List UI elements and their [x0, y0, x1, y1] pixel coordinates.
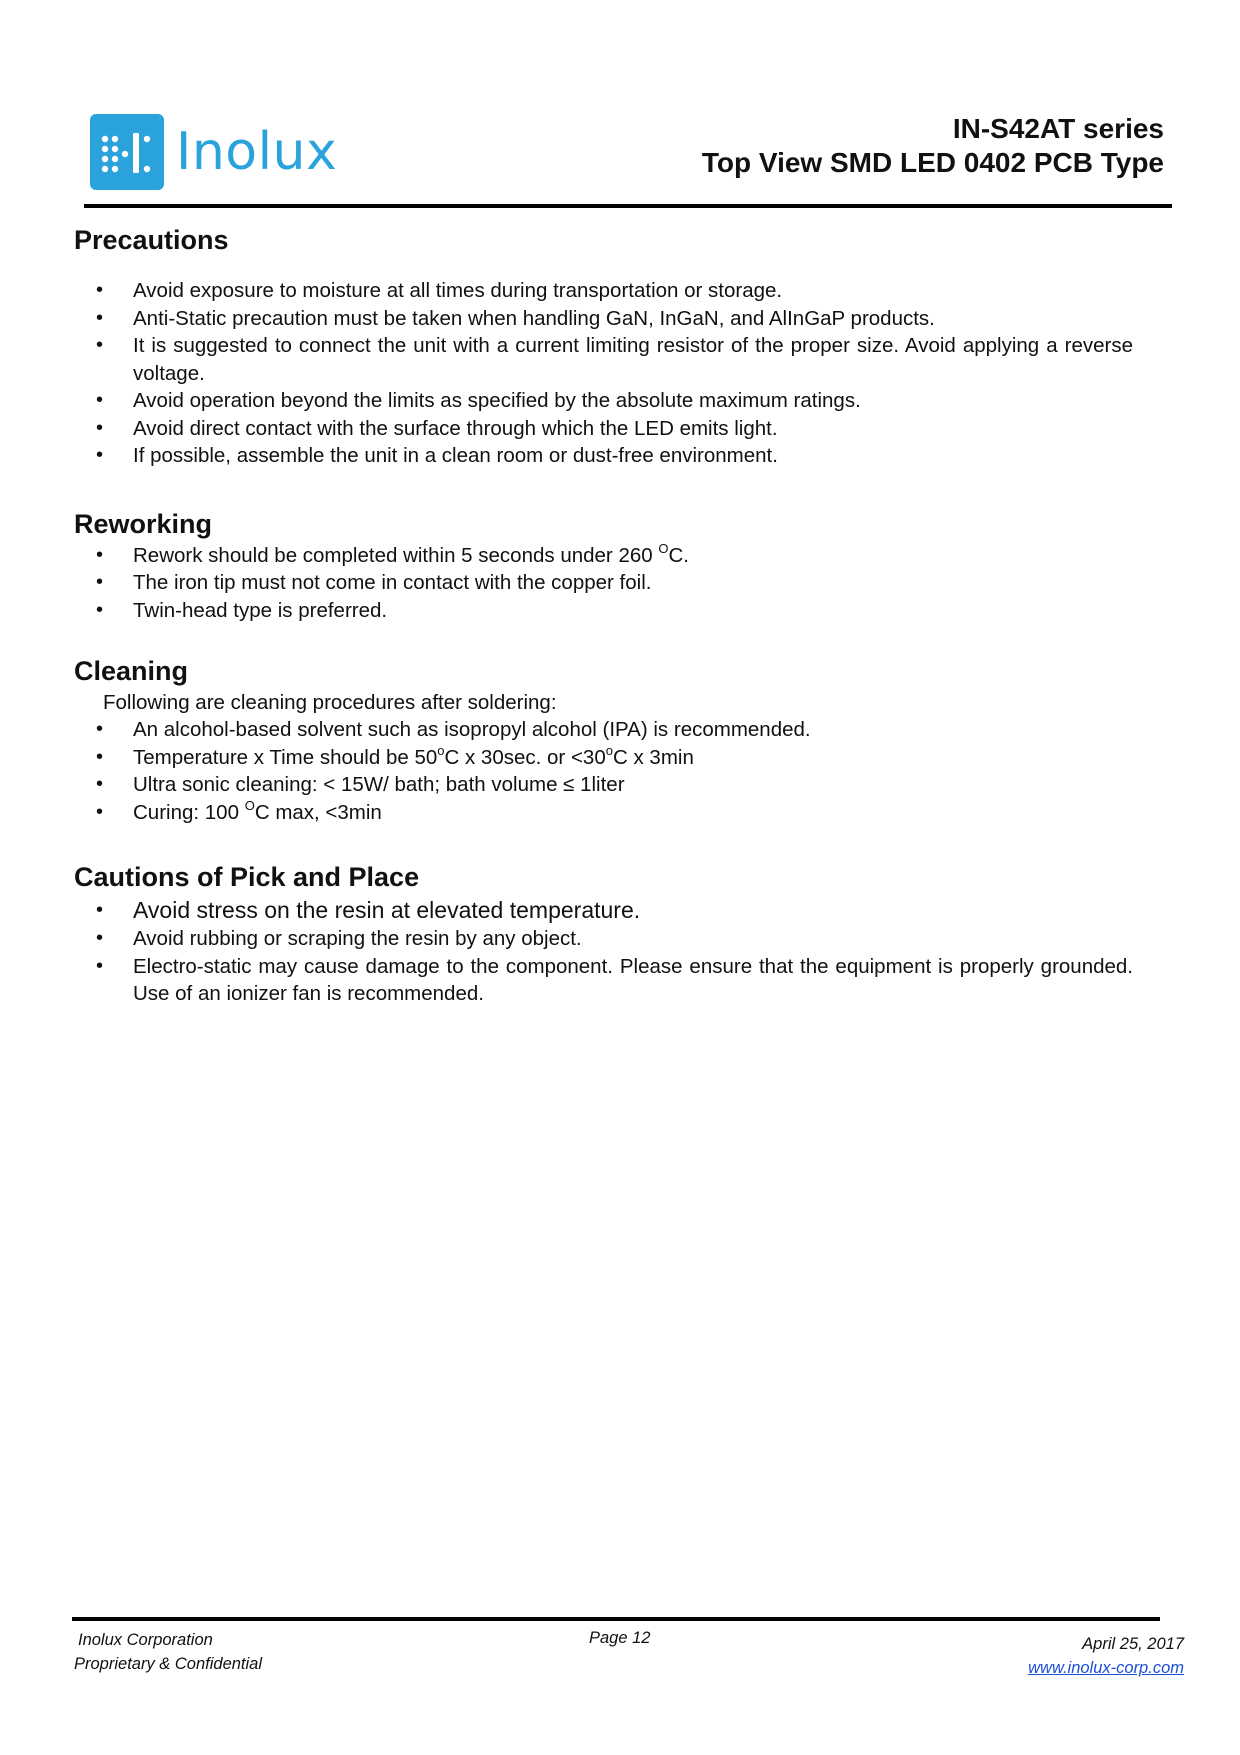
- document-title: [702, 112, 1164, 180]
- reworking-list: [74, 542, 1174, 625]
- list-item: • If possible, assemble the unit in a clean room or dust-free environment.: [74, 442, 1133, 470]
- list-item: • Avoid direct contact with the surface through which the LED emits light.: [74, 415, 1133, 443]
- footer-date: April 25, 2017: [1082, 1635, 1184, 1653]
- list-item: • Anti-Static precaution must be taken when handling GaN, InGaN, and AlInGaP products.: [74, 305, 1133, 333]
- list-item: • Twin-head type is preferred.: [74, 597, 1133, 625]
- footer-company: Inolux Corporation: [78, 1631, 213, 1649]
- list-item: • Avoid rubbing or scraping the resin by any object.: [74, 925, 1133, 953]
- list-item: • The iron tip must not come in contact with the copper foil.: [74, 569, 1133, 597]
- list-item: • Curing: 100 $^O$C max, <3min: [74, 799, 1133, 827]
- website-link[interactable]: www.inolux-corp.com: [1028, 1659, 1184, 1677]
- list-item: • Avoid operation beyond the limits as specified by the absolute maximum ratings.: [74, 387, 1133, 415]
- footer-confidential: Proprietary & Confidential: [74, 1655, 263, 1673]
- footer-divider: [72, 1617, 1160, 1621]
- page-number: Page 12: [589, 1629, 651, 1647]
- precautions-heading: Precautions: [74, 225, 229, 255]
- list-item: • Temperature x Time should be 50$^o$C x 30sec. or $<30^oC$ x 3min: [74, 744, 1133, 772]
- list-item: • An alcohol-based solvent such as isopropyl alcohol (IPA) is recommended.: [74, 716, 1133, 744]
- footer-left: [74, 1628, 262, 1676]
- list-item: • It is suggested to connect the unit with a current limiting resistor of the proper size. Avoid applying a reverse voltage.: [74, 332, 1133, 387]
- logo-wordmark: Inolux: [176, 122, 338, 182]
- list-item: • Avoid stress on the resin at elevated temperature.: [74, 895, 1133, 925]
- cleaning-list: [74, 716, 1174, 826]
- footer-right: [1028, 1632, 1184, 1680]
- reworking-heading: Reworking: [74, 508, 213, 539]
- inolux-logo-icon: [90, 114, 164, 190]
- list-item: • Avoid exposure to moisture at all times during transportation or storage.: [74, 277, 1133, 305]
- pick-place-list: [74, 895, 1174, 1008]
- list-item: • Electro-static may cause damage to the component. Please ensure that the equipment is properly grounded. Use of an ionizer fan is recommended.: [74, 953, 1133, 1008]
- header-divider: [84, 204, 1172, 208]
- company-logo: [90, 114, 337, 190]
- series-name: IN-S42AT series: [952, 113, 1164, 144]
- pick-place-heading: Cautions of Pick and Place: [74, 862, 420, 892]
- list-item: • Ultra sonic cleaning: < 15W/ bath; bath volume ≤ 1liter: [74, 771, 1133, 799]
- precautions-list: [74, 277, 1174, 470]
- cleaning-intro: Following are cleaning procedures after soldering:: [103, 691, 557, 714]
- page-content: [74, 222, 1174, 1008]
- product-name: Top View SMD LED 0402 PCB Type: [701, 147, 1164, 178]
- cleaning-heading: Cleaning: [74, 656, 189, 686]
- list-item: • Rework should be completed within 5 seconds under 260 $^O$C.: [74, 542, 1133, 570]
